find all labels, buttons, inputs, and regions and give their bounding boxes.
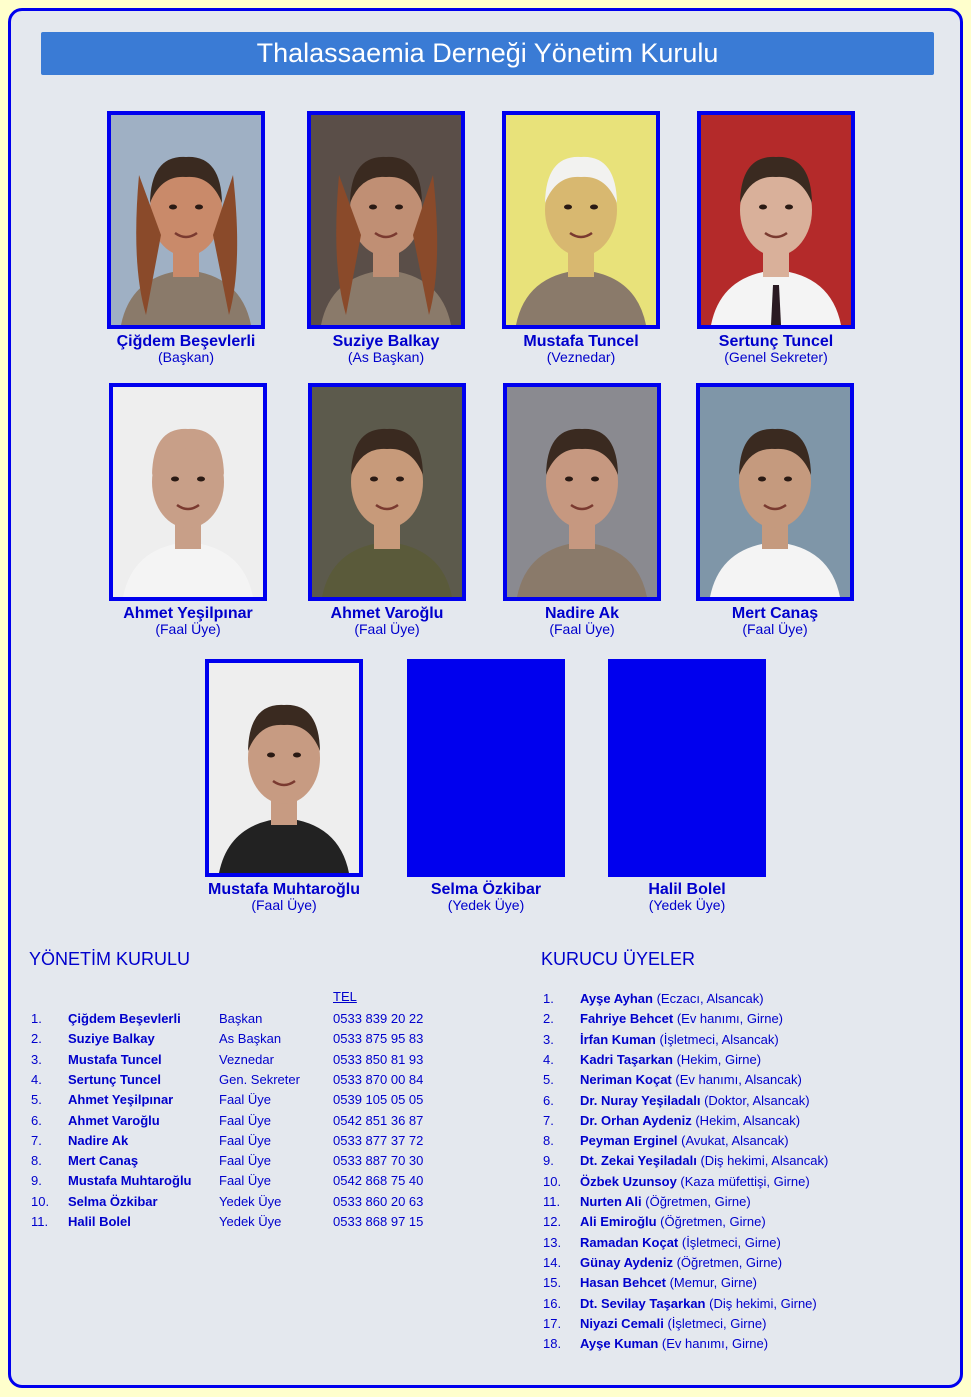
founder-detail: (Öğretmen, Girne) — [641, 1194, 751, 1209]
founder-detail: (Hekim, Alsancak) — [691, 1112, 801, 1128]
member-name: Mustafa Tuncel — [523, 333, 639, 350]
founder-name: Peyman Erginel — [580, 1133, 678, 1149]
member-role: (Genel Sekreter) — [724, 349, 828, 365]
member-name: Halil Bolel — [648, 881, 726, 898]
founder-name: Neriman Koçat — [580, 1072, 672, 1088]
member-role: Faal Üye — [219, 1153, 272, 1169]
phone-number: 0533 860 20 63 — [333, 1193, 424, 1209]
member-card — [204, 659, 364, 913]
founder-entry — [580, 1314, 766, 1334]
row-number: 1. — [31, 1011, 42, 1026]
member-photo — [109, 383, 267, 601]
member-role: (Faal Üye) — [251, 897, 317, 913]
row-number: 11. — [31, 1214, 49, 1229]
founder-entry — [580, 1030, 779, 1050]
founder-name: Dr. Nuray Yeşiladalı — [580, 1092, 701, 1108]
member-name: Çiğdem Beşevlerli — [116, 333, 256, 350]
member-name: Mustafa Muhtaroğlu — [68, 1173, 192, 1189]
founder-name: Dr. Orhan Aydeniz — [580, 1112, 692, 1128]
phone-number: 0533 875 95 83 — [333, 1031, 424, 1047]
phone-number: 0542 851 36 87 — [333, 1112, 424, 1128]
member-role: Yedek Üye — [219, 1214, 282, 1229]
founder-entry — [580, 1273, 757, 1293]
member-name: Suziye Balkay — [332, 333, 440, 350]
row-number: 7. — [543, 1112, 554, 1128]
founder-entry — [580, 1294, 817, 1314]
row-number: 7. — [31, 1132, 42, 1148]
row-number: 2. — [31, 1031, 42, 1047]
row-number: 17. — [543, 1315, 562, 1331]
row-number: 3. — [543, 1031, 554, 1047]
founder-entry — [580, 1172, 810, 1192]
member-photo — [696, 383, 854, 601]
member-card — [695, 383, 855, 637]
member-name: Nadire Ak — [68, 1132, 129, 1148]
phone-number: 0533 887 70 30 — [333, 1153, 424, 1169]
member-name: Mert Canaş — [68, 1153, 139, 1169]
founder-name: Dt. Sevilay Taşarkan — [580, 1295, 706, 1311]
row-number: 6. — [543, 1092, 554, 1108]
row-number: 8. — [31, 1153, 42, 1169]
founder-name: Ayşe Ayhan — [580, 991, 653, 1006]
founders-heading: KURUCU ÜYELER — [541, 949, 696, 969]
member-role: As Başkan — [219, 1031, 282, 1047]
founder-name: Dt. Zekai Yeşiladalı — [580, 1153, 697, 1169]
row-number: 4. — [543, 1051, 554, 1067]
management-heading: YÖNETİM KURULU — [29, 949, 191, 969]
row-number: 5. — [543, 1072, 554, 1088]
phone-number: 0533 868 97 15 — [333, 1214, 424, 1229]
phone-number: 0542 868 75 40 — [333, 1173, 424, 1189]
phone-number: 0539 105 05 05 — [333, 1092, 424, 1108]
founder-entry — [580, 1192, 751, 1212]
founder-detail: (Avukat, Alsancak) — [677, 1133, 789, 1149]
founder-name: Hasan Behcet — [580, 1275, 666, 1291]
member-photo — [307, 111, 465, 329]
row-number: 18. — [543, 1336, 562, 1352]
founder-entry — [580, 1253, 782, 1273]
member-card — [502, 383, 662, 637]
member-role: Başkan — [219, 1011, 263, 1026]
member-name: Selma Özkibar — [430, 881, 542, 898]
member-role: (Faal Üye) — [155, 621, 221, 637]
row-number: 12. — [543, 1214, 562, 1230]
founder-entry — [580, 1334, 768, 1354]
member-name: Selma Özkibar — [68, 1193, 158, 1209]
row-number: 14. — [543, 1254, 562, 1270]
member-name: Sertunç Tuncel — [68, 1071, 161, 1087]
member-name: Ahmet Yeşilpınar — [68, 1092, 174, 1108]
founder-entry — [580, 1151, 828, 1171]
member-card — [696, 111, 856, 365]
row-number: 11. — [543, 1194, 561, 1209]
member-role: Gen. Sekreter — [219, 1071, 300, 1087]
member-role: (Faal Üye) — [354, 621, 420, 637]
founder-entry — [580, 989, 764, 1009]
founder-detail: (Diş hekimi, Girne) — [705, 1295, 817, 1311]
row-number: 5. — [31, 1092, 42, 1108]
member-role: Yedek Üye — [219, 1193, 282, 1209]
member-name: Mert Canaş — [731, 605, 819, 622]
member-name: Suziye Balkay — [68, 1031, 155, 1047]
photo-placeholder — [407, 659, 565, 877]
founder-detail: (Ev hanımı, Girne) — [673, 1011, 784, 1027]
founder-detail: (Ev hanımı, Alsancak) — [671, 1072, 802, 1088]
founder-detail: (Hekim, Girne) — [672, 1051, 762, 1067]
member-name: Nadire Ak — [544, 605, 620, 622]
member-card — [108, 383, 268, 637]
page-title: Thalassaemia Derneği Yönetim Kurulu — [41, 32, 934, 75]
member-role: Veznedar — [219, 1051, 274, 1067]
board-panel — [8, 8, 963, 1388]
member-photo — [502, 111, 660, 329]
member-name: Çiğdem Beşevlerli — [68, 1011, 181, 1026]
founder-name: Özbek Uzunsoy — [580, 1173, 677, 1189]
member-role: (As Başkan) — [347, 349, 425, 365]
member-role: Faal Üye — [219, 1132, 272, 1148]
founder-detail: (Öğretmen, Girne) — [672, 1254, 783, 1270]
member-name: Ahmet Varoğlu — [330, 605, 444, 622]
row-number: 10. — [31, 1193, 50, 1209]
founder-detail: (İşletmeci, Girne) — [678, 1234, 781, 1250]
member-card — [106, 111, 266, 365]
founder-detail: (Memur, Girne) — [665, 1275, 757, 1291]
member-card — [307, 383, 467, 637]
member-role: (Faal Üye) — [549, 621, 615, 637]
photo-placeholder — [608, 659, 766, 877]
founder-entry — [580, 1233, 781, 1253]
row-number: 6. — [31, 1112, 42, 1128]
founder-detail: (Kaza müfettişi, Girne) — [676, 1173, 810, 1189]
phone-number: 0533 850 81 93 — [333, 1051, 424, 1067]
row-number: 2. — [543, 1011, 554, 1027]
founder-detail: (Diş hekimi, Alsancak) — [696, 1153, 829, 1169]
founder-name: Fahriye Behcet — [580, 1011, 674, 1027]
founder-name: Nurten Ali — [580, 1194, 642, 1209]
row-number: 9. — [31, 1173, 42, 1189]
founder-entry — [580, 1131, 789, 1151]
member-role: Faal Üye — [219, 1092, 272, 1108]
row-number: 9. — [543, 1153, 554, 1169]
row-number: 13. — [543, 1234, 562, 1250]
founder-detail: (Ev hanımı, Girne) — [658, 1336, 769, 1352]
member-photo — [205, 659, 363, 877]
founder-name: İrfan Kuman — [580, 1031, 656, 1047]
member-name: Ahmet Yeşilpınar — [123, 605, 253, 622]
member-photo — [503, 383, 661, 601]
member-role: Faal Üye — [219, 1112, 272, 1128]
founder-detail: (İşletmeci, Alsancak) — [655, 1031, 779, 1047]
founder-detail: (Eczacı, Alsancak) — [652, 991, 764, 1006]
member-role: (Yedek Üye) — [447, 897, 525, 913]
tel-header: TEL — [333, 989, 357, 1004]
founder-name: Niyazi Cemali — [580, 1315, 664, 1331]
founder-detail: (Doktor, Alsancak) — [700, 1092, 810, 1108]
founder-entry — [580, 1091, 810, 1111]
founder-entry — [580, 1050, 761, 1070]
founder-detail: (Öğretmen, Girne) — [656, 1214, 766, 1230]
row-number: 8. — [543, 1133, 554, 1149]
member-name: Halil Bolel — [68, 1214, 131, 1229]
member-card — [406, 659, 566, 913]
founder-entry — [580, 1212, 766, 1232]
member-photo — [697, 111, 855, 329]
founder-name: Ayşe Kuman — [580, 1336, 659, 1352]
member-card — [501, 111, 661, 365]
member-role: Faal Üye — [219, 1173, 272, 1189]
founder-name: Ali Emiroğlu — [580, 1214, 657, 1230]
row-number: 10. — [543, 1173, 562, 1189]
row-number: 1. — [543, 991, 554, 1006]
row-number: 15. — [543, 1275, 562, 1291]
member-card — [306, 111, 466, 365]
member-photo — [308, 383, 466, 601]
member-photo — [107, 111, 265, 329]
member-name: Ahmet Varoğlu — [68, 1112, 160, 1128]
member-role: (Yedek Üye) — [648, 897, 726, 913]
founder-entry — [580, 1009, 783, 1029]
row-number: 3. — [31, 1051, 42, 1067]
member-name: Sertunç Tuncel — [718, 333, 834, 350]
phone-number: 0533 870 00 84 — [333, 1071, 424, 1087]
founder-name: Kadri Taşarkan — [580, 1051, 673, 1067]
member-name: Mustafa Tuncel — [68, 1051, 162, 1067]
founder-name: Ramadan Koçat — [580, 1234, 679, 1250]
member-role: (Başkan) — [157, 349, 215, 365]
member-role: (Faal Üye) — [742, 621, 808, 637]
row-number: 16. — [543, 1295, 562, 1311]
phone-number: 0533 877 37 72 — [333, 1132, 424, 1148]
founder-name: Günay Aydeniz — [580, 1254, 673, 1270]
row-number: 4. — [31, 1071, 42, 1087]
member-role: (Veznedar) — [546, 349, 616, 365]
founder-detail: (İşletmeci, Girne) — [663, 1315, 767, 1331]
member-card — [607, 659, 767, 913]
founder-entry — [580, 1070, 802, 1090]
member-name: Mustafa Muhtaroğlu — [208, 881, 360, 898]
founder-entry — [580, 1111, 800, 1131]
phone-number: 0533 839 20 22 — [333, 1011, 424, 1026]
